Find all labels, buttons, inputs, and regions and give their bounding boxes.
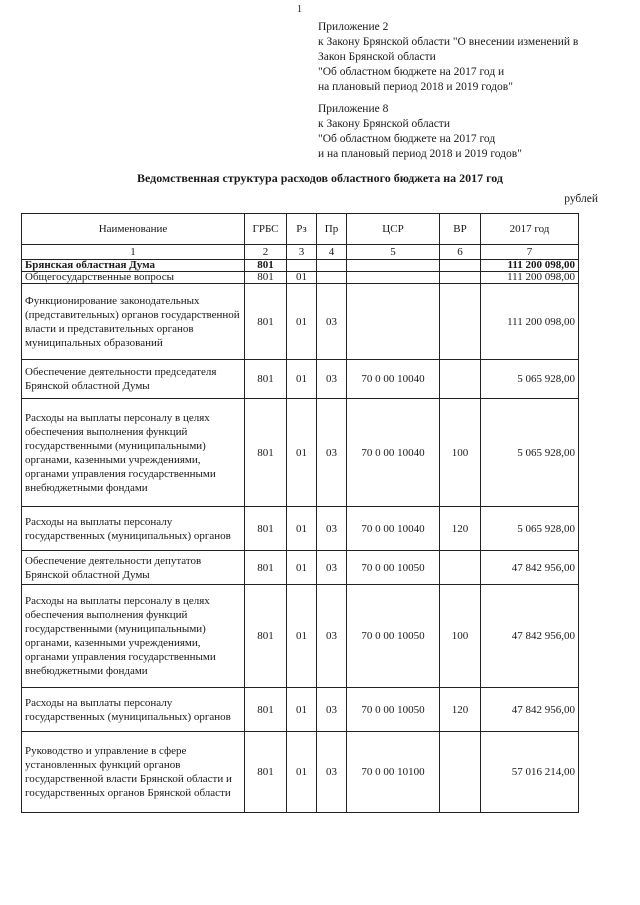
row-pr: 03 xyxy=(317,688,347,732)
row-grbs: 801 xyxy=(245,260,287,272)
row-rz: 01 xyxy=(287,360,317,399)
annex-2-header xyxy=(318,20,578,95)
row-rz: 01 xyxy=(287,399,317,507)
header-rz: Рз xyxy=(287,214,317,245)
row-name: Расходы на выплаты персоналу государственных (муниципальных) органов xyxy=(22,507,245,551)
row-pr: 03 xyxy=(317,284,347,360)
row-vr xyxy=(440,272,481,284)
row-csr: 70 0 00 10100 xyxy=(347,732,440,813)
table-row xyxy=(22,284,579,360)
table-row xyxy=(22,260,579,272)
row-vr xyxy=(440,732,481,813)
row-name: Брянская областная Дума xyxy=(22,260,245,272)
annex-line: Приложение 2 xyxy=(318,21,389,33)
row-grbs: 801 xyxy=(245,360,287,399)
row-vr: 100 xyxy=(440,399,481,507)
table-row xyxy=(22,399,579,507)
row-csr: 70 0 00 10040 xyxy=(347,399,440,507)
row-amount: 5 065 928,00 xyxy=(481,360,579,399)
table-row xyxy=(22,551,579,585)
row-grbs: 801 xyxy=(245,399,287,507)
row-rz: 01 xyxy=(287,688,317,732)
column-number: 3 xyxy=(287,245,317,260)
header-name: Наименование xyxy=(22,214,245,245)
table-row xyxy=(22,585,579,688)
row-pr: 03 xyxy=(317,551,347,585)
header-pr: Пр xyxy=(317,214,347,245)
header-grbs: ГРБС xyxy=(245,214,287,245)
row-rz: 01 xyxy=(287,272,317,284)
row-vr xyxy=(440,284,481,360)
row-csr xyxy=(347,260,440,272)
row-name: Обеспечение деятельности депутатов Брянской областной Думы xyxy=(22,551,245,585)
row-grbs: 801 xyxy=(245,551,287,585)
row-vr: 120 xyxy=(440,688,481,732)
header-csr: ЦСР xyxy=(347,214,440,245)
row-name: Расходы на выплаты персоналу в целях обеспечения выполнения функций государственными (муниципальными) органами, казенными учреждениями, органами управления государственными внебюджетными фондами xyxy=(22,399,245,507)
row-amount: 111 200 098,00 xyxy=(481,272,579,284)
row-amount: 5 065 928,00 xyxy=(481,399,579,507)
row-grbs: 801 xyxy=(245,284,287,360)
annex-line: к Закону Брянской области xyxy=(318,118,450,130)
row-csr: 70 0 00 10040 xyxy=(347,360,440,399)
row-pr: 03 xyxy=(317,585,347,688)
column-number: 6 xyxy=(440,245,481,260)
row-amount: 111 200 098,00 xyxy=(481,260,579,272)
row-grbs: 801 xyxy=(245,688,287,732)
annex-line: "Об областном бюджете на 2017 год xyxy=(318,133,496,145)
annex-8-header xyxy=(318,102,522,162)
row-csr xyxy=(347,284,440,360)
units-label: рублей xyxy=(564,193,598,205)
row-csr: 70 0 00 10050 xyxy=(347,551,440,585)
row-grbs: 801 xyxy=(245,507,287,551)
annex-line: "Об областном бюджете на 2017 год и xyxy=(318,66,505,78)
table-header-row xyxy=(22,214,579,245)
column-number: 7 xyxy=(481,245,579,260)
row-amount: 57 016 214,00 xyxy=(481,732,579,813)
annex-line: и на плановый период 2018 и 2019 годов" xyxy=(318,148,522,160)
row-csr: 70 0 00 10050 xyxy=(347,688,440,732)
row-grbs: 801 xyxy=(245,272,287,284)
row-rz: 01 xyxy=(287,732,317,813)
table-row xyxy=(22,507,579,551)
row-amount: 47 842 956,00 xyxy=(481,688,579,732)
row-grbs: 801 xyxy=(245,585,287,688)
row-vr: 100 xyxy=(440,585,481,688)
row-vr xyxy=(440,260,481,272)
annex-line: Приложение 8 xyxy=(318,103,389,115)
header-vr: ВР xyxy=(440,214,481,245)
row-pr xyxy=(317,272,347,284)
row-name: Общегосударственные вопросы xyxy=(22,272,245,284)
row-vr xyxy=(440,551,481,585)
row-rz xyxy=(287,260,317,272)
row-name: Расходы на выплаты персоналу в целях обеспечения выполнения функций государственными (муниципальными) органами, казенными учреждениями, органами управления государственными внебюджетными фондами xyxy=(22,585,245,688)
row-rz: 01 xyxy=(287,585,317,688)
row-pr: 03 xyxy=(317,360,347,399)
table-row xyxy=(22,272,579,284)
row-amount: 47 842 956,00 xyxy=(481,585,579,688)
annex-line: Закон Брянской области xyxy=(318,51,436,63)
column-number-row xyxy=(22,245,579,260)
row-rz: 01 xyxy=(287,284,317,360)
document-title: Ведомственная структура расходов областного бюджета на 2017 год xyxy=(136,171,503,185)
row-name: Обеспечение деятельности председателя Брянской областной Думы xyxy=(22,360,245,399)
annex-line: на плановый период 2018 и 2019 годов" xyxy=(318,81,513,93)
row-name: Руководство и управление в сфере установленных функций органов государственной власти Брянской области и государственных органов Брянской области xyxy=(22,732,245,813)
column-number: 5 xyxy=(347,245,440,260)
row-pr: 03 xyxy=(317,507,347,551)
column-number: 4 xyxy=(317,245,347,260)
row-name: Функционирование законодательных (представительных) органов государственной власти и представительных органов муниципальных образований xyxy=(22,284,245,360)
table-row xyxy=(22,360,579,399)
row-vr xyxy=(440,360,481,399)
row-pr: 03 xyxy=(317,399,347,507)
row-csr: 70 0 00 10050 xyxy=(347,585,440,688)
row-amount: 111 200 098,00 xyxy=(481,284,579,360)
row-name: Расходы на выплаты персоналу государственных (муниципальных) органов xyxy=(22,688,245,732)
row-grbs: 801 xyxy=(245,732,287,813)
page-mark: 1 xyxy=(297,4,302,15)
annex-line: к Закону Брянской области "О внесении изменений в xyxy=(318,36,579,48)
row-pr xyxy=(317,260,347,272)
row-vr: 120 xyxy=(440,507,481,551)
table-row xyxy=(22,732,579,813)
row-amount: 5 065 928,00 xyxy=(481,507,579,551)
table-row xyxy=(22,688,579,732)
row-rz: 01 xyxy=(287,507,317,551)
column-number: 1 xyxy=(22,245,245,260)
budget-table xyxy=(21,213,579,813)
row-pr: 03 xyxy=(317,732,347,813)
row-csr xyxy=(347,272,440,284)
row-amount: 47 842 956,00 xyxy=(481,551,579,585)
row-rz: 01 xyxy=(287,551,317,585)
row-csr: 70 0 00 10040 xyxy=(347,507,440,551)
header-amount: 2017 год xyxy=(481,214,579,245)
column-number: 2 xyxy=(245,245,287,260)
